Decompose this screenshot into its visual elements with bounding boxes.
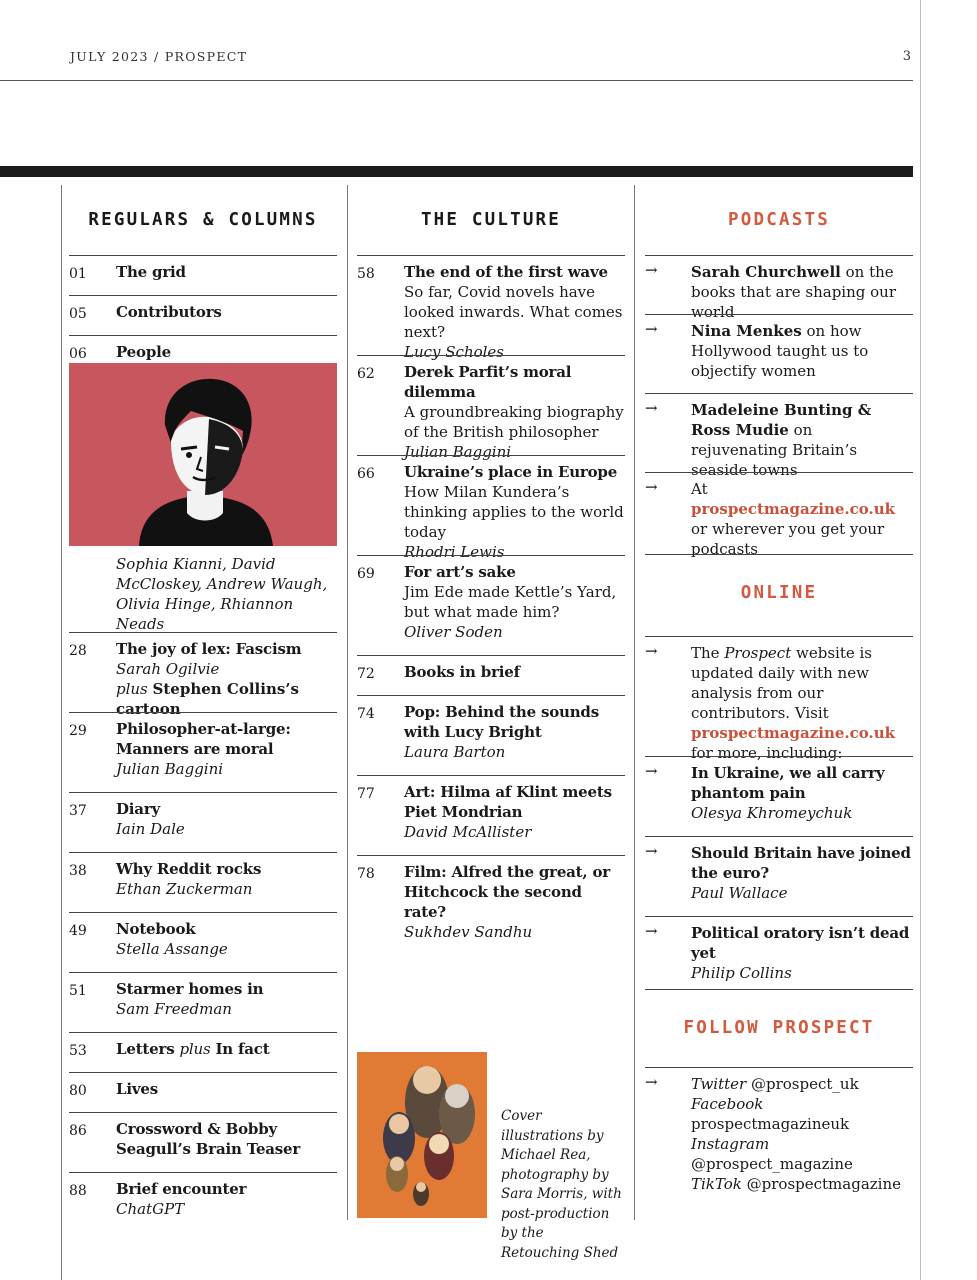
- entry-title: Art: Hilma af Klint meets Piet Mondrian: [404, 783, 612, 821]
- toc-entry[interactable]: [69, 852, 337, 912]
- toc-entry[interactable]: [69, 1112, 337, 1172]
- social-twitter[interactable]: [691, 1074, 913, 1094]
- arrow-icon: →: [645, 399, 658, 417]
- entry-title: For art’s sake: [404, 563, 516, 581]
- toc-entry[interactable]: [357, 355, 625, 461]
- social-facebook[interactable]: [691, 1094, 913, 1134]
- toc-entry[interactable]: [69, 792, 337, 852]
- entry-title: Lives: [116, 1080, 158, 1098]
- page-ref: 49: [69, 923, 87, 939]
- online-header: [645, 554, 913, 636]
- section-title-follow: FOLLOW PROSPECT: [683, 1018, 875, 1038]
- podcast-guest: Madeleine Bunting & Ross Mudie: [691, 401, 872, 439]
- page-ref: 58: [357, 266, 375, 282]
- page-ref: 77: [357, 786, 375, 802]
- social-handle: @prospect_magazine: [691, 1155, 853, 1173]
- page-edge-rule: [920, 0, 921, 1280]
- entry-title: Brief encounter: [116, 1180, 247, 1198]
- podcast-item[interactable]: [645, 314, 913, 393]
- entry-title: Derek Parfit’s moral dilemma: [404, 363, 572, 401]
- entry-author: Laura Barton: [404, 743, 506, 761]
- running-head: JULY 2023 / PROSPECT: [70, 49, 248, 64]
- people-names: Sophia Kianni, David McCloskey, Andrew Waugh, Olivia Hinge, Rhiannon Neads: [116, 555, 328, 633]
- entry-title: The grid: [116, 263, 186, 281]
- section-title-culture: THE CULTURE: [420, 210, 562, 230]
- page-ref: 78: [357, 866, 375, 882]
- page-ref: 06: [69, 346, 87, 362]
- culture-column: [357, 185, 625, 941]
- toc-entry[interactable]: [69, 255, 337, 295]
- online-site-link[interactable]: prospectmagazine.co.uk: [691, 724, 896, 742]
- entry-title: The joy of lex: Fascism: [116, 640, 302, 658]
- podcast-item[interactable]: [645, 255, 913, 321]
- entry-author: Sam Freedman: [116, 1000, 232, 1018]
- toc-entry[interactable]: [357, 655, 625, 695]
- platform-name: Facebook: [691, 1095, 764, 1113]
- page-ref: 01: [69, 266, 87, 282]
- platform-name: Twitter: [691, 1075, 747, 1093]
- page-ref: 74: [357, 706, 375, 722]
- entry-extra: Stephen Collins’s cartoon: [116, 680, 299, 718]
- arrow-icon: →: [645, 261, 658, 279]
- page-ref: 72: [357, 666, 375, 682]
- social-handle: @prospectmagazine: [746, 1175, 901, 1193]
- podcast-topic: on rejuvenating Britain’s seaside towns: [691, 421, 858, 479]
- entry-author: Lucy Scholes: [404, 343, 505, 361]
- entry-author: Rhodri Lewis: [404, 543, 505, 561]
- social-instagram[interactable]: [691, 1134, 913, 1174]
- page-ref: 66: [357, 466, 375, 482]
- online-intro-brand: Prospect: [724, 644, 792, 662]
- page-ref: 53: [69, 1043, 87, 1059]
- entry-author: Sukhdev Sandhu: [404, 923, 533, 941]
- entry-title: Contributors: [116, 303, 222, 321]
- entry-author: Iain Dale: [116, 820, 185, 838]
- column-divider: [61, 185, 62, 1280]
- follow-list[interactable]: [645, 1067, 913, 1193]
- page-ref: 88: [69, 1183, 87, 1199]
- social-handle: @prospect_uk: [751, 1075, 859, 1093]
- toc-entry[interactable]: [69, 1032, 337, 1072]
- social-handle: prospectmagazineuk: [691, 1115, 850, 1133]
- page-ref: 80: [69, 1083, 87, 1099]
- toc-entry[interactable]: [69, 912, 337, 972]
- page-ref: 28: [69, 643, 87, 659]
- platform-name: TikTok: [691, 1175, 742, 1193]
- online-intro-a: The: [691, 644, 720, 662]
- entry-author: Julian Baggini: [404, 443, 512, 461]
- arrow-icon: →: [645, 1073, 658, 1091]
- online-author: Philip Collins: [691, 964, 792, 982]
- podcast-site-link[interactable]: prospectmagazine.co.uk: [691, 500, 896, 518]
- entry-title: The end of the first wave: [404, 263, 608, 281]
- podcast-at-suffix: or wherever you get your podcasts: [691, 520, 885, 558]
- arrow-icon: →: [645, 478, 658, 496]
- arrow-icon: →: [645, 842, 658, 860]
- toc-entry[interactable]: [69, 632, 337, 718]
- online-author: Paul Wallace: [691, 884, 788, 902]
- entry-author: Oliver Soden: [404, 623, 503, 641]
- plus-label: plus: [179, 1040, 211, 1058]
- section-title-online: ONLINE: [740, 583, 818, 603]
- entry-author: Ethan Zuckerman: [116, 880, 253, 898]
- cover-photo: [357, 1052, 487, 1218]
- arrow-icon: →: [645, 320, 658, 338]
- online-author: Olesya Khromeychuk: [691, 804, 853, 822]
- podcast-item[interactable]: [645, 472, 913, 558]
- entry-title: Film: Alfred the great, or Hitchcock the second rate?: [404, 863, 610, 921]
- podcast-at-prefix: At: [691, 480, 708, 498]
- entry-title: People: [116, 343, 171, 361]
- toc-entry[interactable]: [357, 775, 625, 855]
- people-portrait: [69, 363, 337, 546]
- black-band: [0, 166, 913, 177]
- arrow-icon: →: [645, 642, 658, 660]
- entry-title: Ukraine’s place in Europe: [404, 463, 618, 481]
- section-title-podcasts: PODCASTS: [728, 210, 830, 230]
- online-item[interactable]: [645, 836, 913, 916]
- entry-title: Crossword & Bobby Seagull’s Brain Teaser: [116, 1120, 301, 1158]
- entry-description: How Milan Kundera’s thinking applies to the world today: [404, 483, 624, 541]
- entry-title: Letters: [116, 1040, 175, 1058]
- toc-entry[interactable]: [357, 695, 625, 775]
- entry-title: Pop: Behind the sounds with Lucy Bright: [404, 703, 599, 741]
- section-title-regulars: REGULARS & COLUMNS: [88, 210, 318, 230]
- online-item[interactable]: [645, 756, 913, 836]
- arrow-icon: →: [645, 762, 658, 780]
- page-ref: 38: [69, 863, 87, 879]
- arrow-icon: →: [645, 922, 658, 940]
- online-item[interactable]: [645, 916, 913, 989]
- entry-description: So far, Covid novels have looked inwards. What comes next?: [404, 283, 623, 341]
- toc-entry[interactable]: [357, 555, 625, 655]
- page-ref: 05: [69, 306, 87, 322]
- entry-title: Notebook: [116, 920, 196, 938]
- toc-entry[interactable]: [357, 455, 625, 561]
- podcasts-online-column: [645, 185, 913, 1193]
- entry-description: Jim Ede made Kettle’s Yard, but what made him?: [404, 583, 617, 621]
- podcast-guest: Sarah Churchwell: [691, 263, 841, 281]
- toc-entry[interactable]: [69, 712, 337, 792]
- page-ref: 29: [69, 723, 87, 739]
- column-divider: [634, 185, 635, 1220]
- nesting-dolls-image: [357, 1052, 487, 1218]
- toc-entry[interactable]: [69, 972, 337, 1032]
- portrait-illustration: [69, 363, 337, 546]
- page-ref: 62: [357, 366, 375, 382]
- entry-author: ChatGPT: [116, 1200, 185, 1218]
- page-ref: 69: [357, 566, 375, 582]
- toc-entry[interactable]: [357, 255, 625, 361]
- online-title: Political oratory isn’t dead yet: [691, 924, 910, 962]
- entry-author: Sarah Ogilvie: [116, 660, 220, 678]
- page-ref: 51: [69, 983, 87, 999]
- page-number: 3: [902, 49, 911, 64]
- online-intro-c: for more, including:: [691, 744, 843, 762]
- cover-credit: Cover illustrations by Michael Rea, photography by Sara Morris, with post-production by the Retouching Shed: [501, 1108, 622, 1261]
- online-intro-b: website is updated daily with new analysis from our contributors. Visit: [691, 644, 872, 722]
- follow-header: [645, 989, 913, 1067]
- online-title: In Ukraine, we all carry phantom pain: [691, 764, 885, 802]
- online-intro[interactable]: [645, 636, 913, 762]
- page-ref: 37: [69, 803, 87, 819]
- podcast-topic: on the books that are shaping our world: [691, 263, 896, 321]
- entry-author: David McAllister: [404, 823, 532, 841]
- plus-label: plus: [116, 680, 148, 698]
- entry-author: Stella Assange: [116, 940, 228, 958]
- platform-name: Instagram: [691, 1135, 770, 1153]
- toc-entry[interactable]: [69, 335, 337, 363]
- entry-extra: In fact: [215, 1040, 270, 1058]
- toc-entry[interactable]: [69, 1172, 337, 1232]
- regulars-column: [69, 185, 337, 1232]
- entry-description: A groundbreaking biography of the British philosopher: [404, 403, 624, 441]
- entry-title: Starmer homes in: [116, 980, 264, 998]
- podcast-item[interactable]: [645, 393, 913, 479]
- podcast-guest: Nina Menkes: [691, 322, 802, 340]
- online-title: Should Britain have joined the euro?: [691, 844, 911, 882]
- toc-entry[interactable]: [69, 295, 337, 335]
- entry-title: Why Reddit rocks: [116, 860, 262, 878]
- page-ref: 86: [69, 1123, 87, 1139]
- entry-title: Philosopher-at-large: Manners are moral: [116, 720, 291, 758]
- toc-entry[interactable]: [69, 1072, 337, 1112]
- header-rule: [0, 80, 913, 81]
- entry-author: Julian Baggini: [116, 760, 224, 778]
- social-tiktok[interactable]: [691, 1174, 913, 1194]
- column-divider: [347, 185, 348, 1220]
- entry-title: Diary: [116, 800, 161, 818]
- podcast-topic: on how Hollywood taught us to objectify women: [691, 322, 869, 380]
- toc-entry[interactable]: [357, 855, 625, 941]
- entry-title: Books in brief: [404, 663, 520, 681]
